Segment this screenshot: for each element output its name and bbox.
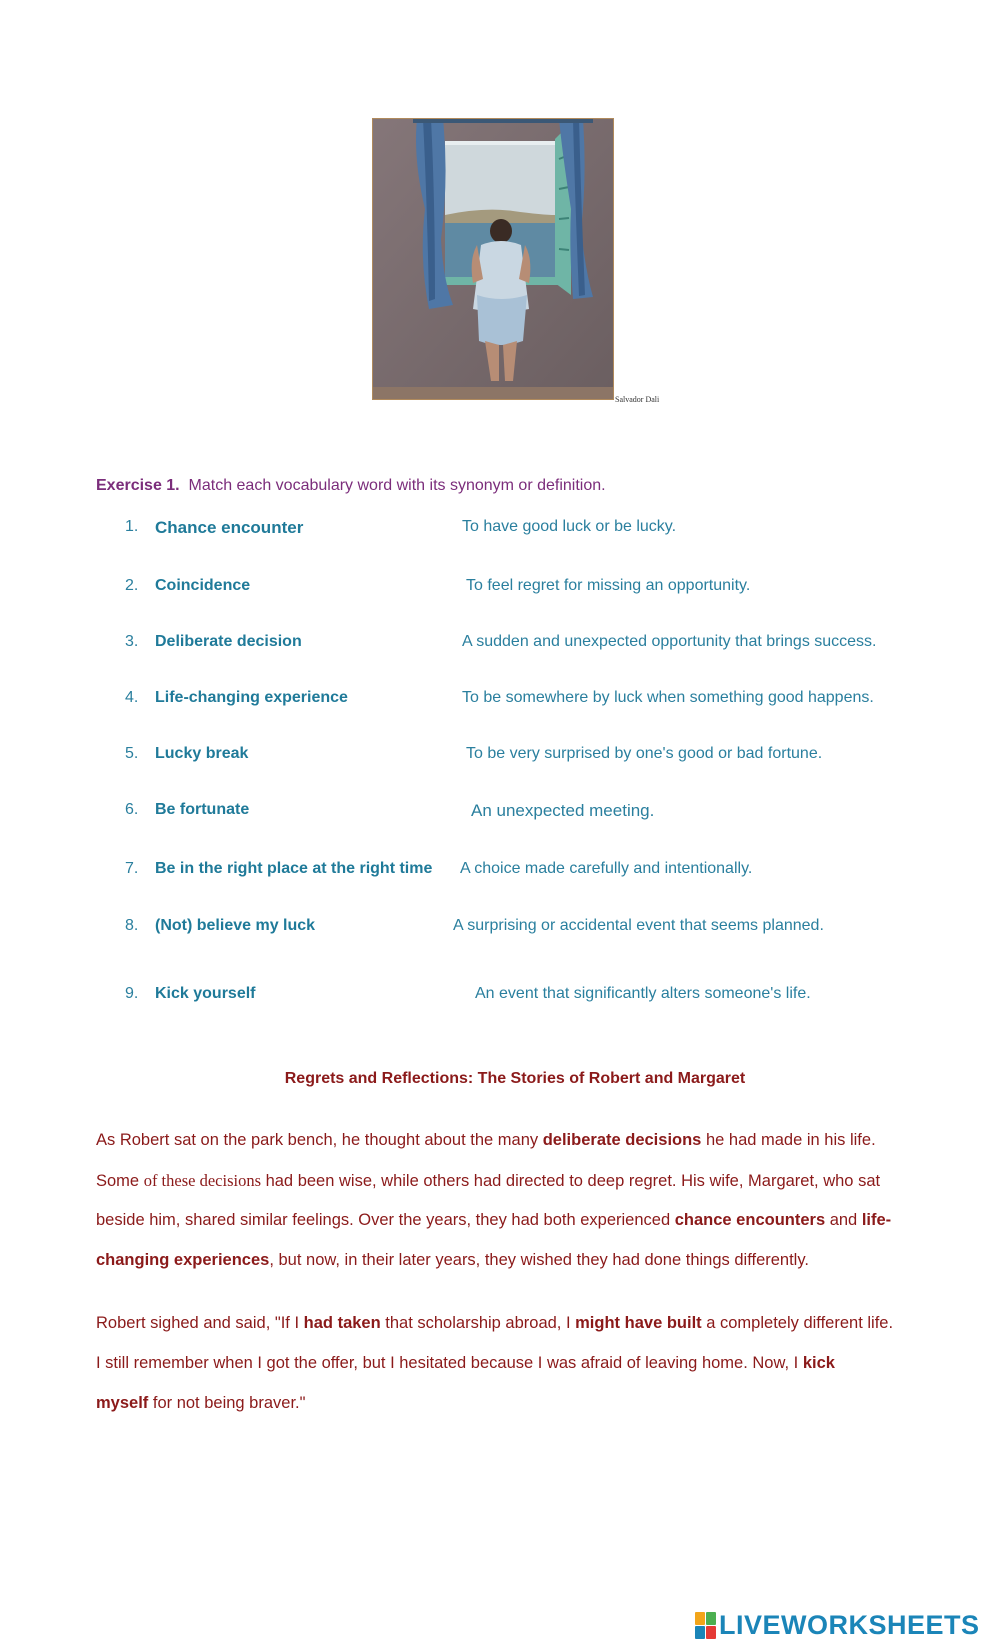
vocab-number: 5. (125, 745, 139, 762)
woman-at-window-illustration (373, 119, 614, 400)
story-highlight: changing experiences (96, 1251, 270, 1269)
story-paragraph-1-line-3 (96, 1211, 891, 1230)
vocab-word: Life-changing experience (155, 689, 348, 706)
vocab-word: Lucky break (155, 745, 249, 762)
vocab-word: Coincidence (155, 577, 251, 594)
vocab-number: 7. (125, 860, 139, 877)
exercise-label: Exercise 1. (96, 477, 180, 494)
vocab-number: 9. (125, 985, 139, 1002)
vocab-word: Deliberate decision (155, 633, 302, 650)
story-text: beside him, shared similar feelings. Over the years, they had both experienced (96, 1211, 675, 1229)
vocab-item (0, 518, 1000, 542)
vocab-word: Kick yourself (155, 985, 256, 1002)
story-text: , but now, in their later years, they wished they had done things differently. (269, 1251, 809, 1269)
vocab-item (0, 917, 1000, 941)
story-paragraph-1-line-1 (96, 1131, 876, 1150)
vocab-definition: A choice made carefully and intentionally. (460, 860, 753, 877)
story-text: for not being braver." (148, 1394, 306, 1412)
vocab-item (0, 985, 1000, 1009)
liveworksheets-logo-icon (695, 1612, 716, 1639)
vocab-item (0, 745, 1000, 769)
exercise-heading (96, 477, 606, 495)
vocab-word: (Not) believe my luck (155, 917, 316, 934)
vocab-number: 6. (125, 801, 139, 818)
liveworksheets-logo-text: LIVEWORKSHEETS (719, 1609, 980, 1640)
vocab-item (0, 860, 1000, 884)
story-text: of these decisions (143, 1171, 261, 1190)
painting-image (372, 118, 614, 400)
story-text: Robert sighed and said, "If I (96, 1314, 304, 1332)
painting-credit: Salvador Dali (615, 395, 660, 404)
story-paragraph-2-line-1 (96, 1314, 893, 1333)
story-title: Regrets and Reflections: The Stories of Robert and Margaret (284, 1070, 746, 1087)
vocab-definition: To feel regret for missing an opportunity. (466, 577, 751, 594)
story-text: he had made in his life. (701, 1131, 876, 1149)
vocab-number: 2. (125, 577, 139, 594)
vocab-definition: An event that significantly alters someone's life. (475, 985, 811, 1002)
vocab-item (0, 689, 1000, 713)
vocab-word: Be in the right place at the right time (155, 860, 433, 877)
vocab-definition: An unexpected meeting. (471, 801, 655, 820)
vocab-number: 1. (125, 518, 139, 535)
story-highlight: had taken (303, 1314, 381, 1332)
story-text: Some (96, 1172, 144, 1190)
story-text: had been wise, while others had directed to deep regret. His wife, Margaret, who sat (261, 1172, 881, 1190)
vocab-definition: A surprising or accidental event that seems planned. (453, 917, 824, 934)
vocab-definition: A sudden and unexpected opportunity that brings success. (462, 633, 877, 650)
vocab-number: 3. (125, 633, 139, 650)
vocab-number: 8. (125, 917, 139, 934)
story-text: As Robert sat on the park bench, he thought about the many (96, 1131, 543, 1149)
story-paragraph-1-line-4 (96, 1251, 809, 1270)
story-paragraph-2-line-2 (96, 1354, 835, 1373)
vocab-definition: To be somewhere by luck when something good happens. (462, 689, 874, 706)
vocab-definition: To be very surprised by one's good or bad fortune. (466, 745, 823, 762)
vocab-number: 4. (125, 689, 139, 706)
story-highlight: deliberate decisions (542, 1131, 702, 1149)
story-highlight: myself (96, 1394, 149, 1412)
story-highlight: life- (861, 1211, 892, 1229)
vocab-item (0, 801, 1000, 825)
exercise-instruction: Match each vocabulary word with its synonym or definition. (188, 477, 606, 494)
vocab-word: Chance encounter (155, 518, 304, 537)
story-text: that scholarship abroad, I (380, 1314, 576, 1332)
vocab-definition: To have good luck or be lucky. (462, 518, 677, 535)
story-text: and (825, 1211, 862, 1229)
story-highlight: kick (802, 1354, 835, 1372)
story-highlight: might have built (575, 1314, 702, 1332)
story-text: I still remember when I got the offer, but I hesitated because I was afraid of leaving home. Now, I (96, 1354, 803, 1372)
vocab-word: Be fortunate (155, 801, 250, 818)
vocab-item (0, 633, 1000, 657)
story-paragraph-1-line-2 (96, 1171, 880, 1191)
liveworksheets-logo[interactable] (695, 1610, 980, 1640)
story-highlight: chance encounters (674, 1211, 826, 1229)
story-text: a completely different life. (701, 1314, 894, 1332)
vocab-item (0, 577, 1000, 601)
story-paragraph-2-line-3 (96, 1394, 305, 1413)
